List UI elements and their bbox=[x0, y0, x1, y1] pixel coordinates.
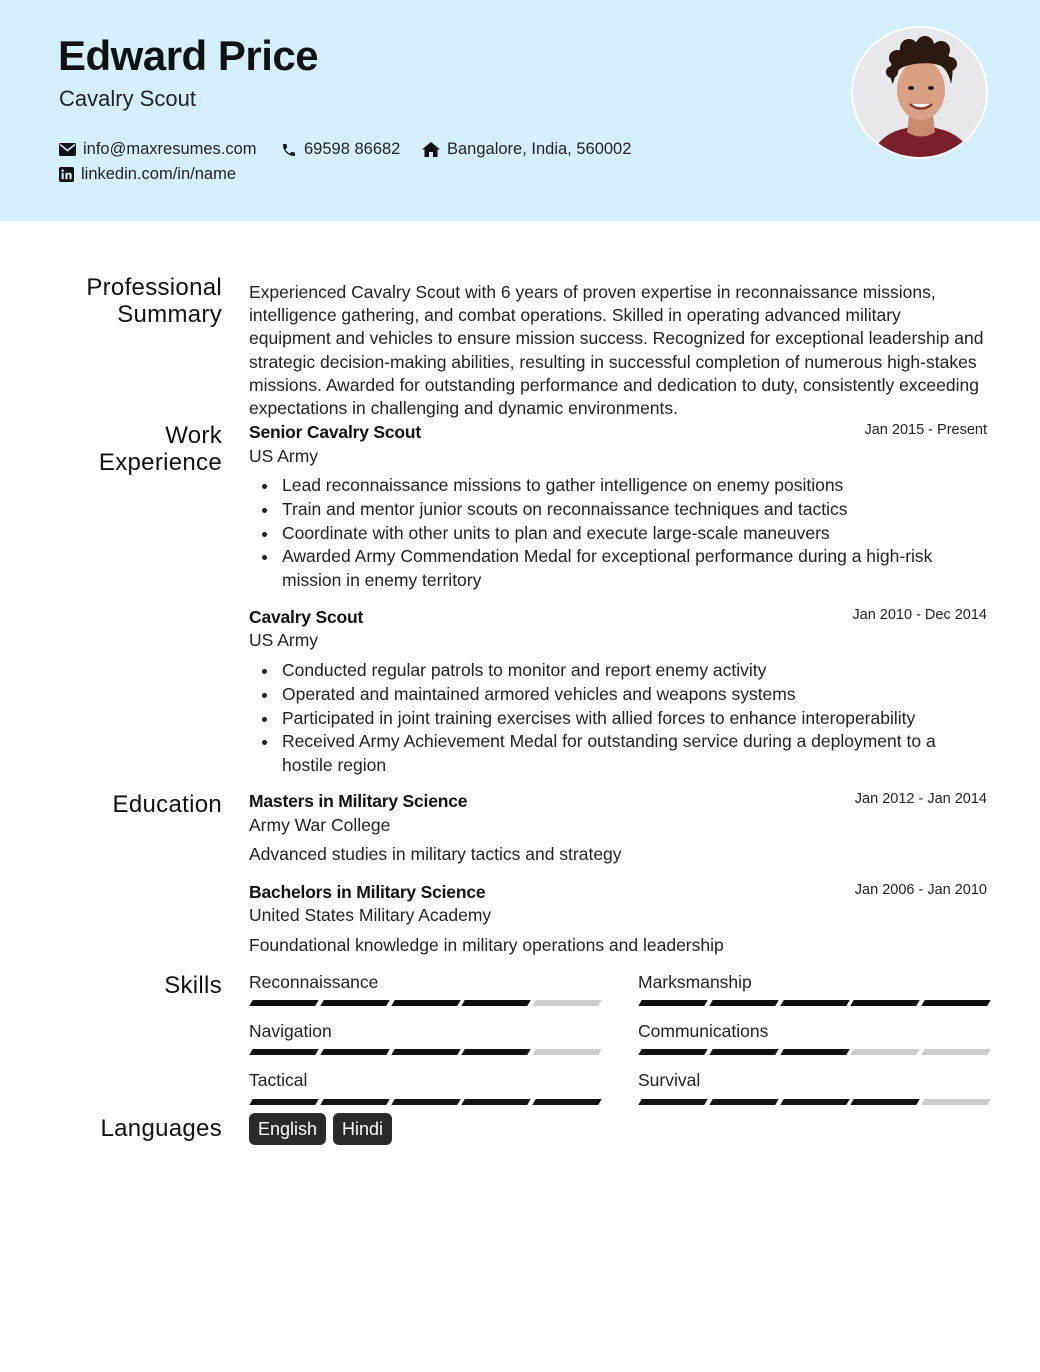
skill-level-segment bbox=[851, 1000, 920, 1006]
degree-title: Bachelors in Military Science bbox=[249, 882, 486, 902]
skill-bar bbox=[251, 1049, 600, 1055]
skill-level-segment bbox=[462, 1049, 531, 1055]
contact-phone[interactable] bbox=[281, 140, 400, 159]
list-item: Coordinate with other units to plan and execute large-scale maneuvers bbox=[282, 522, 987, 546]
skill-level-segment bbox=[320, 1049, 389, 1055]
list-item: Operated and maintained armored vehicles and weapons systems bbox=[282, 683, 987, 707]
skill-name: Survival bbox=[638, 1070, 701, 1090]
contact-linkedin[interactable] bbox=[59, 165, 236, 184]
skill-name: Marksmanship bbox=[638, 972, 752, 992]
education-date: Jan 2012 - Jan 2014 bbox=[854, 791, 987, 807]
skill-level-segment bbox=[851, 1099, 920, 1105]
job-title: Senior Cavalry Scout bbox=[249, 422, 422, 442]
skill-level-segment bbox=[391, 1099, 460, 1105]
skill-level-segment bbox=[320, 1099, 389, 1105]
skill-bar bbox=[251, 1000, 600, 1006]
skill-level-segment bbox=[638, 1099, 707, 1105]
skill-bar bbox=[640, 1049, 989, 1055]
skill-name: Reconnaissance bbox=[249, 972, 379, 992]
section-languages: Languages bbox=[100, 1115, 222, 1142]
list-item: Participated in joint training exercises with allied forces to enhance interoperability bbox=[282, 707, 987, 731]
summary-text: Experienced Cavalry Scout with 6 years of proven expertise in reconnaissance missions, intelligence gathering, and combat operations. Skilled in operating advanced military equipment and vehicles to ensure mission success. Recognized for exceptional leadership and strategic decision-making abilities, resulting in successful completion of numerous high-stakes missions. Awarded for outstanding performance and dedication to duty, consistently exceeding expectations in challenging and dynamic environments. bbox=[249, 282, 984, 419]
job-date: Jan 2010 - Dec 2014 bbox=[852, 607, 987, 623]
skill-name: Tactical bbox=[249, 1070, 308, 1090]
skill-level-segment bbox=[249, 1049, 318, 1055]
skill-level-segment bbox=[921, 1049, 990, 1055]
education-date: Jan 2006 - Jan 2010 bbox=[854, 882, 987, 898]
skill-level-segment bbox=[462, 1099, 531, 1105]
skill-level-segment bbox=[532, 1099, 601, 1105]
job-title: Cavalry Scout bbox=[249, 607, 364, 627]
skill-level-segment bbox=[391, 1000, 460, 1006]
skill-level-segment bbox=[709, 1099, 778, 1105]
section-education: Education bbox=[112, 791, 222, 818]
skill-name: Communications bbox=[638, 1021, 769, 1041]
skill-level-segment bbox=[638, 1049, 707, 1055]
section-professional-summary: Professional Summary bbox=[86, 274, 222, 328]
linkedin-text: linkedin.com/in/name bbox=[81, 165, 236, 183]
list-item: Received Army Achievement Medal for outstanding service during a deployment to a hostile region bbox=[282, 730, 987, 778]
skill-level-segment bbox=[638, 1000, 707, 1006]
skill-level-segment bbox=[851, 1049, 920, 1055]
envelope-icon bbox=[59, 143, 76, 156]
address-text: Bangalore, India, 560002 bbox=[447, 140, 632, 158]
skill-bar bbox=[640, 1000, 989, 1006]
section-work-experience: Work Experience bbox=[98, 422, 222, 476]
skill-level-segment bbox=[709, 1049, 778, 1055]
list-item: Conducted regular patrols to monitor and report enemy activity bbox=[282, 659, 987, 683]
list-item: Lead reconnaissance missions to gather intelligence on enemy positions bbox=[282, 474, 987, 498]
job-org: US Army bbox=[249, 446, 319, 466]
skill-level-segment bbox=[709, 1000, 778, 1006]
skill-level-segment bbox=[532, 1000, 601, 1006]
skill-level-segment bbox=[780, 1099, 849, 1105]
job-date: Jan 2015 - Present bbox=[864, 422, 987, 438]
contact-address bbox=[422, 140, 631, 159]
degree-title: Masters in Military Science bbox=[249, 791, 468, 811]
skill-level-segment bbox=[249, 1000, 318, 1006]
education-desc: Foundational knowledge in military operations and leadership bbox=[249, 935, 724, 955]
language-pill-hindi: Hindi bbox=[333, 1113, 392, 1145]
candidate-name: Edward Price bbox=[58, 32, 319, 79]
skill-level-segment bbox=[249, 1099, 318, 1105]
skill-bar bbox=[640, 1099, 989, 1105]
job-bullets bbox=[282, 474, 987, 593]
section-skills: Skills bbox=[164, 972, 222, 999]
job-org: US Army bbox=[249, 630, 319, 650]
candidate-title: Cavalry Scout bbox=[59, 86, 196, 111]
skill-level-segment bbox=[921, 1099, 990, 1105]
phone-icon bbox=[281, 142, 297, 158]
skill-bar bbox=[251, 1099, 600, 1105]
skill-level-segment bbox=[320, 1000, 389, 1006]
skill-level-segment bbox=[921, 1000, 990, 1006]
linkedin-icon bbox=[59, 167, 74, 182]
skill-level-segment bbox=[780, 1049, 849, 1055]
job-bullets bbox=[282, 659, 987, 778]
list-item: Train and mentor junior scouts on reconnaissance techniques and tactics bbox=[282, 498, 987, 522]
home-icon bbox=[422, 142, 440, 157]
school-name: Army War College bbox=[249, 815, 391, 835]
list-item: Awarded Army Commendation Medal for exceptional performance during a high-risk mission in enemy territory bbox=[282, 545, 987, 593]
skill-level-segment bbox=[780, 1000, 849, 1006]
skill-name: Navigation bbox=[249, 1021, 332, 1041]
skill-level-segment bbox=[462, 1000, 531, 1006]
profile-photo bbox=[851, 26, 988, 159]
school-name: United States Military Academy bbox=[249, 905, 492, 925]
email-text: info@maxresumes.com bbox=[83, 140, 257, 158]
contact-email[interactable] bbox=[59, 140, 257, 159]
skill-level-segment bbox=[391, 1049, 460, 1055]
phone-text: 69598 86682 bbox=[304, 140, 401, 158]
education-desc: Advanced studies in military tactics and strategy bbox=[249, 844, 622, 864]
language-pill-english: English bbox=[249, 1113, 326, 1145]
skill-level-segment bbox=[532, 1049, 601, 1055]
